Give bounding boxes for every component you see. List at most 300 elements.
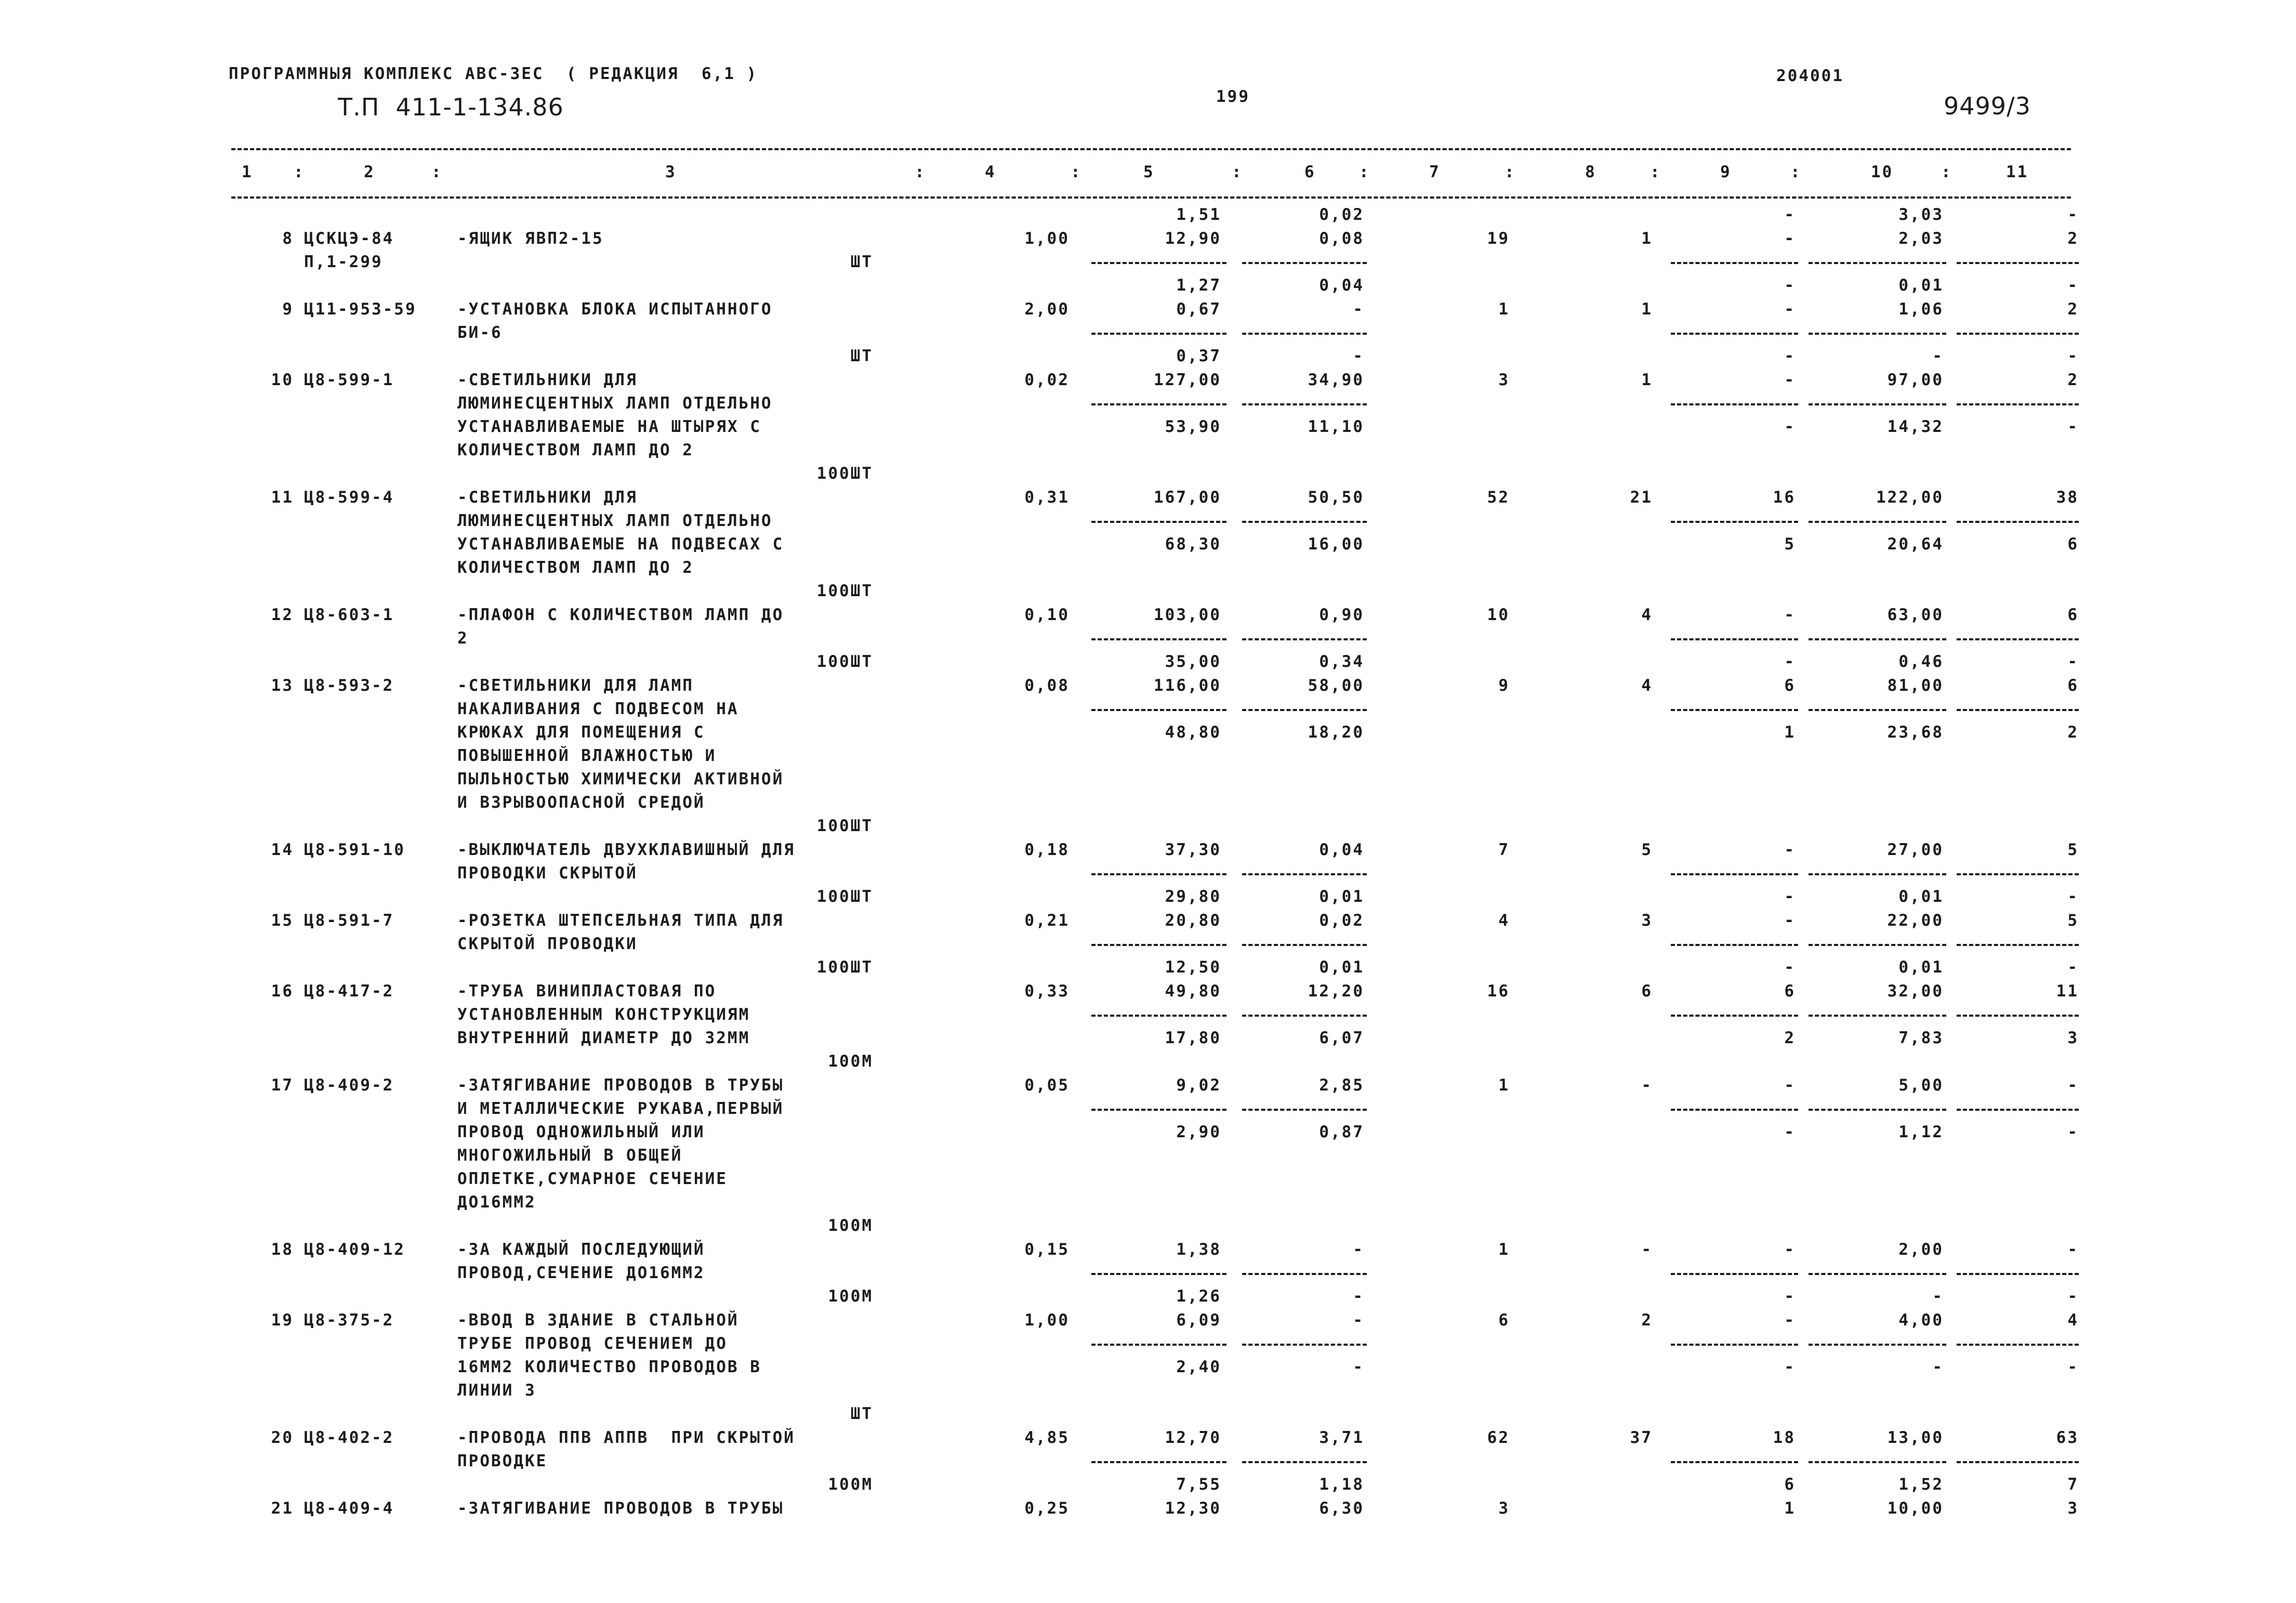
cell-col-5: 48,80	[1165, 723, 1221, 742]
cell-col-10: 122,00	[1876, 488, 1944, 507]
cell-col-9: -	[1784, 911, 1796, 930]
subtotal-separator	[1242, 873, 1367, 875]
subtotal-separator	[1957, 1344, 2079, 1346]
cell-col-9: -	[1784, 1240, 1796, 1259]
subtotal-separator	[1242, 333, 1367, 335]
subtotal-separator	[1242, 944, 1367, 946]
cell-col-5: 49,80	[1165, 982, 1221, 1001]
cell-col-10: 0,01	[1898, 276, 1944, 295]
cell-col-5: 12,30	[1165, 1499, 1221, 1518]
subtotal-separator	[1809, 1344, 1946, 1346]
cell-col-6: 16,00	[1308, 535, 1364, 554]
cell-col-6: 0,34	[1319, 652, 1364, 671]
cell-col-11: 3	[2067, 1029, 2079, 1047]
subtotal-separator	[1091, 333, 1226, 335]
cell-col-11: 5	[2067, 840, 2079, 859]
subtotal-separator	[1091, 1461, 1226, 1463]
cell-col-3: ПРОВОД ОДНОЖИЛЬНЫЙ ИЛИ	[457, 1123, 705, 1141]
cell-col-6: 18,20	[1308, 723, 1364, 742]
cell-col-3: 2	[457, 629, 469, 648]
cell-col-2: Ц8-591-7	[304, 911, 394, 930]
unit-cell: 100ШТ	[816, 958, 873, 977]
cell-col-8: 5	[1641, 840, 1653, 859]
page-number: 199	[1216, 87, 1250, 106]
subtotal-separator	[1809, 638, 1946, 640]
cell-col-9: -	[1784, 417, 1796, 436]
cell-col-2: Ц8-417-2	[304, 982, 394, 1001]
subtotal-separator	[1242, 1109, 1367, 1111]
cell-col-11: -	[2067, 1240, 2079, 1259]
unit-cell: 100М	[828, 1216, 873, 1235]
cell-col-10: -	[1932, 347, 1944, 365]
cell-col-3: -СВЕТИЛЬНИКИ ДЛЯ	[457, 371, 638, 389]
cell-col-7: 52	[1487, 488, 1510, 507]
cell-col-3: -РОЗЕТКА ШТЕПСЕЛЬНАЯ ТИПА ДЛЯ	[457, 911, 784, 930]
cell-col-2: Ц8-593-2	[304, 676, 394, 695]
cell-col-3: -ПРОВОДА ППВ АППВ ПРИ СКРЫТОЙ	[457, 1428, 795, 1447]
cell-col-9: 6	[1784, 1475, 1796, 1494]
subtotal-separator	[1242, 638, 1367, 640]
subtotal-separator	[1957, 944, 2079, 946]
cell-col-6: -	[1353, 300, 1364, 319]
cell-col-11: 6	[2067, 535, 2079, 554]
cell-col-3: -ЯЩИК ЯВП2-15	[457, 229, 604, 248]
cell-col-3: -УСТАНОВКА БЛОКА ИСПЫТАННОГО	[457, 300, 773, 319]
cell-col-6: 0,87	[1319, 1123, 1364, 1141]
cell-col-3: -СВЕТИЛЬНИКИ ДЛЯ ЛАМП	[457, 676, 694, 695]
cell-col-9: -	[1784, 1287, 1796, 1306]
cell-col-8: 1	[1641, 229, 1653, 248]
cell-col-10: 32,00	[1887, 982, 1944, 1001]
subtotal-separator	[1809, 333, 1946, 335]
cell-col-5: 12,70	[1165, 1428, 1221, 1447]
column-separator: :	[1941, 163, 1952, 181]
cell-col-10: 20,64	[1887, 535, 1944, 554]
cell-col-9: -	[1784, 652, 1796, 671]
subtotal-separator	[1809, 403, 1946, 405]
cell-col-3: ЛЮМИНЕСЦЕНТНЫХ ЛАМП ОТДЕЛЬНО	[457, 394, 773, 413]
column-separator: :	[1650, 163, 1661, 181]
cell-col-2: П,1-299	[304, 253, 383, 271]
subtotal-separator	[1091, 944, 1226, 946]
cell-col-10: -	[1932, 1358, 1944, 1376]
cell-col-9: -	[1784, 205, 1796, 224]
cell-col-3: СКРЫТОЙ ПРОВОДКИ	[457, 935, 638, 953]
cell-col-8: -	[1641, 1240, 1653, 1259]
cell-col-11: 4	[2067, 1311, 2079, 1330]
cell-col-6: -	[1353, 1240, 1364, 1259]
cell-col-8: 1	[1641, 300, 1653, 319]
column-separator: :	[294, 163, 305, 181]
cell-col-3: -ЗАТЯГИВАНИЕ ПРОВОДОВ В ТРУБЫ	[457, 1076, 784, 1095]
cell-col-2: Ц11-953-59	[304, 300, 417, 319]
subtotal-separator	[1671, 1109, 1798, 1111]
cell-col-1: 16	[271, 982, 294, 1001]
cell-col-3: ЛИНИИ 3	[457, 1381, 536, 1400]
subtotal-separator	[1957, 262, 2079, 264]
subtotal-separator	[1957, 1015, 2079, 1017]
document-code: 204001	[1776, 67, 1844, 85]
subtotal-separator	[1957, 1461, 2079, 1463]
cell-col-8: 1	[1641, 371, 1653, 389]
cell-col-9: -	[1784, 958, 1796, 977]
subtotal-separator	[1091, 1273, 1226, 1275]
cell-col-11: 2	[2067, 371, 2079, 389]
cell-col-4: 4,85	[1024, 1428, 1070, 1447]
cell-col-9: -	[1784, 606, 1796, 624]
cell-col-5: 35,00	[1165, 652, 1221, 671]
cell-col-7: 1	[1498, 1240, 1510, 1259]
cell-col-5: 116,00	[1154, 676, 1221, 695]
cell-col-10: 14,32	[1887, 417, 1944, 436]
cell-col-1: 8	[282, 229, 294, 248]
subtotal-separator	[1091, 709, 1226, 711]
subtotal-separator	[1809, 1461, 1946, 1463]
cell-col-6: 50,50	[1308, 488, 1364, 507]
cell-col-3: -ЗА КАЖДЫЙ ПОСЛЕДУЮЩИЙ	[457, 1240, 705, 1259]
column-header-8: 8	[1585, 163, 1596, 181]
cell-col-5: 1,27	[1176, 276, 1221, 295]
header-rule-bottom	[231, 196, 2071, 199]
cell-col-6: 58,00	[1308, 676, 1364, 695]
cell-col-11: -	[2067, 1123, 2079, 1141]
cell-col-11: 2	[2067, 723, 2079, 742]
cell-col-11: -	[2067, 887, 2079, 906]
cell-col-3: ДО16ММ2	[457, 1193, 536, 1212]
cell-col-3: И ВЗРЫВООПАСНОЙ СРЕДОЙ	[457, 793, 705, 812]
subtotal-separator	[1091, 1344, 1226, 1346]
cell-col-11: 63	[2056, 1428, 2079, 1447]
cell-col-6: 1,18	[1319, 1475, 1364, 1494]
cell-col-11: 5	[2067, 911, 2079, 930]
cell-col-9: 1	[1784, 723, 1796, 742]
subtotal-separator	[1671, 521, 1798, 523]
cell-col-11: 38	[2056, 488, 2079, 507]
cell-col-3: КОЛИЧЕСТВОМ ЛАМП ДО 2	[457, 558, 694, 577]
cell-col-4: 0,21	[1024, 911, 1070, 930]
cell-col-10: 10,00	[1887, 1499, 1944, 1518]
cell-col-9: -	[1784, 347, 1796, 365]
cell-col-5: 37,30	[1165, 840, 1221, 859]
cell-col-11: 6	[2067, 676, 2079, 695]
cell-col-7: 3	[1498, 1499, 1510, 1518]
cell-col-2: Ц8-402-2	[304, 1428, 394, 1447]
cell-col-5: 0,37	[1176, 347, 1221, 365]
cell-col-3: -ЗАТЯГИВАНИЕ ПРОВОДОВ В ТРУБЫ	[457, 1499, 784, 1518]
cell-col-3: ПЫЛЬНОСТЬЮ ХИМИЧЕСКИ АКТИВНОЙ	[457, 770, 784, 789]
cell-col-3: БИ-6	[457, 323, 503, 342]
cell-col-11: 11	[2056, 982, 2079, 1001]
cell-col-6: 34,90	[1308, 371, 1364, 389]
cell-col-9: 2	[1784, 1029, 1796, 1047]
cell-col-3: И МЕТАЛЛИЧЕСКИЕ РУКАВА,ПЕРВЫЙ	[457, 1099, 784, 1118]
cell-col-9: -	[1784, 1358, 1796, 1376]
subtotal-separator	[1242, 521, 1367, 523]
cell-col-6: 0,04	[1319, 276, 1364, 295]
cell-col-5: 6,09	[1176, 1311, 1221, 1330]
cell-col-5: 7,55	[1176, 1475, 1221, 1494]
column-separator: :	[1359, 163, 1370, 181]
unit-cell: 100ШТ	[816, 817, 873, 835]
subtotal-separator	[1957, 709, 2079, 711]
cell-col-2: Ц8-591-10	[304, 840, 405, 859]
cell-col-11: 2	[2067, 229, 2079, 248]
cell-col-1: 18	[271, 1240, 294, 1259]
cell-col-1: 9	[282, 300, 294, 319]
cell-col-3: КРЮКАХ ДЛЯ ПОМЕЩЕНИЯ С	[457, 723, 705, 742]
cell-col-7: 6	[1498, 1311, 1510, 1330]
cell-col-9: -	[1784, 840, 1796, 859]
cell-col-8: 2	[1641, 1311, 1653, 1330]
column-header-1: 1	[242, 163, 253, 181]
subtotal-separator	[1957, 1109, 2079, 1111]
column-header-9: 9	[1720, 163, 1732, 181]
cell-col-9: -	[1784, 229, 1796, 248]
cell-col-1: 15	[271, 911, 294, 930]
cell-col-7: 3	[1498, 371, 1510, 389]
subtotal-separator	[1242, 1344, 1367, 1346]
unit-cell: ШТ	[850, 253, 873, 271]
cell-col-9: -	[1784, 1311, 1796, 1330]
cell-col-5: 12,50	[1165, 958, 1221, 977]
cell-col-10: 22,00	[1887, 911, 1944, 930]
cell-col-6: 0,02	[1319, 911, 1364, 930]
subtotal-separator	[1091, 521, 1226, 523]
cell-col-4: 0,31	[1024, 488, 1070, 507]
cell-col-5: 167,00	[1154, 488, 1221, 507]
cell-col-3: КОЛИЧЕСТВОМ ЛАМП ДО 2	[457, 441, 694, 459]
cell-col-5: 2,40	[1176, 1358, 1221, 1376]
column-header-10: 10	[1871, 163, 1894, 181]
cell-col-10: 3,03	[1898, 205, 1944, 224]
cell-col-2: Ц8-409-2	[304, 1076, 394, 1095]
cell-col-10: 97,00	[1887, 371, 1944, 389]
unit-cell: ШТ	[850, 347, 873, 365]
cell-col-9: 16	[1773, 488, 1796, 507]
cell-col-6: 0,04	[1319, 840, 1364, 859]
cell-col-4: 0,08	[1024, 676, 1070, 695]
cell-col-3: УСТАНАВЛИВАЕМЫЕ НА ШТЫРЯХ С	[457, 417, 761, 436]
subtotal-separator	[1242, 1273, 1367, 1275]
cell-col-11: -	[2067, 1287, 2079, 1306]
cell-col-6: -	[1353, 1358, 1364, 1376]
subtotal-separator	[1671, 709, 1798, 711]
cell-col-9: 1	[1784, 1499, 1796, 1518]
cell-col-2: Ц8-409-12	[304, 1240, 405, 1259]
cell-col-2: Ц8-603-1	[304, 606, 394, 624]
subtotal-separator	[1091, 403, 1226, 405]
subtotal-separator	[1091, 1015, 1226, 1017]
column-separator: :	[1071, 163, 1082, 181]
cell-col-6: 3,71	[1319, 1428, 1364, 1447]
cell-col-2: Ц8-599-4	[304, 488, 394, 507]
cell-col-6: -	[1353, 1311, 1364, 1330]
cell-col-4: 2,00	[1024, 300, 1070, 319]
cell-col-10: 0,46	[1898, 652, 1944, 671]
column-header-4: 4	[985, 163, 996, 181]
cell-col-10: 5,00	[1898, 1076, 1944, 1095]
cell-col-7: 1	[1498, 1076, 1510, 1095]
cell-col-6: 0,02	[1319, 205, 1364, 224]
cell-col-11: 3	[2067, 1499, 2079, 1518]
cell-col-8: 21	[1630, 488, 1653, 507]
cell-col-3: ПРОВОДКЕ	[457, 1452, 548, 1470]
cell-col-6: 12,20	[1308, 982, 1364, 1001]
cell-col-3: -ТРУБА ВИНИПЛАСТОВАЯ ПО	[457, 982, 717, 1001]
cell-col-8: 3	[1641, 911, 1653, 930]
cell-col-5: 103,00	[1154, 606, 1221, 624]
unit-cell: 100ШТ	[816, 887, 873, 906]
cell-col-1: 21	[271, 1499, 294, 1518]
subtotal-separator	[1957, 638, 2079, 640]
cell-col-9: 6	[1784, 982, 1796, 1001]
cell-col-6: 0,01	[1319, 887, 1364, 906]
cell-col-4: 1,00	[1024, 229, 1070, 248]
column-header-7: 7	[1429, 163, 1441, 181]
subtotal-separator	[1809, 1015, 1946, 1017]
cell-col-10: 4,00	[1898, 1311, 1944, 1330]
cell-col-4: 0,05	[1024, 1076, 1070, 1095]
subtotal-separator	[1809, 709, 1946, 711]
subtotal-separator	[1091, 638, 1226, 640]
cell-col-10: 81,00	[1887, 676, 1944, 695]
subtotal-separator	[1671, 333, 1798, 335]
subtotal-separator	[1809, 1109, 1946, 1111]
cell-col-11: -	[2067, 276, 2079, 295]
cell-col-1: 10	[271, 371, 294, 389]
subtotal-separator	[1242, 1015, 1367, 1017]
program-title: ПРОГРАММНЫЯ КОМПЛЕКС АВС-ЗЕС ( РЕДАКЦИЯ 6,1 )	[229, 64, 758, 83]
subtotal-separator	[1671, 262, 1798, 264]
subtotal-separator	[1091, 262, 1226, 264]
cell-col-5: 29,80	[1165, 887, 1221, 906]
header-rule-top	[231, 148, 2071, 150]
cell-col-10: 2,00	[1898, 1240, 1944, 1259]
cell-col-10: 1,12	[1898, 1123, 1944, 1141]
cell-col-10: 7,83	[1898, 1029, 1944, 1047]
cell-col-6: -	[1353, 1287, 1364, 1306]
subtotal-separator	[1242, 403, 1367, 405]
cell-col-4: 0,15	[1024, 1240, 1070, 1259]
cell-col-11: 6	[2067, 606, 2079, 624]
cell-col-10: 1,52	[1898, 1475, 1944, 1494]
unit-cell: 100М	[828, 1052, 873, 1071]
cell-col-7: 9	[1498, 676, 1510, 695]
cell-col-1: 14	[271, 840, 294, 859]
cell-col-9: 18	[1773, 1428, 1796, 1447]
cell-col-8: -	[1641, 1076, 1653, 1095]
unit-cell: ШТ	[850, 1404, 873, 1423]
cell-col-1: 17	[271, 1076, 294, 1095]
column-separator: :	[431, 163, 443, 181]
subtotal-separator	[1957, 873, 2079, 875]
cell-col-3: -ВВОД В ЗДАНИЕ В СТАЛЬНОЙ	[457, 1311, 739, 1330]
subtotal-separator	[1957, 333, 2079, 335]
subtotal-separator	[1809, 944, 1946, 946]
subtotal-separator	[1671, 1461, 1798, 1463]
cell-col-9: -	[1784, 1076, 1796, 1095]
cell-col-5: 2,90	[1176, 1123, 1221, 1141]
cell-col-3: 16ММ2 КОЛИЧЕСТВО ПРОВОДОВ В	[457, 1358, 761, 1376]
cell-col-3: -ВЫКЛЮЧАТЕЛЬ ДВУХКЛАВИШНЫЙ ДЛЯ	[457, 840, 795, 859]
subtotal-separator	[1671, 638, 1798, 640]
cell-col-10: 63,00	[1887, 606, 1944, 624]
cell-col-6: 2,85	[1319, 1076, 1364, 1095]
cell-col-10: 2,03	[1898, 229, 1944, 248]
subtotal-separator	[1809, 1273, 1946, 1275]
cell-col-5: 1,26	[1176, 1287, 1221, 1306]
cell-col-4: 0,02	[1024, 371, 1070, 389]
cell-col-10: -	[1932, 1287, 1944, 1306]
cell-col-9: 6	[1784, 676, 1796, 695]
cell-col-7: 10	[1487, 606, 1510, 624]
cell-col-5: 17,80	[1165, 1029, 1221, 1047]
cell-col-10: 0,01	[1898, 958, 1944, 977]
cell-col-6: -	[1353, 347, 1364, 365]
subtotal-separator	[1091, 1109, 1226, 1111]
cell-col-11: 2	[2067, 300, 2079, 319]
column-header-5: 5	[1143, 163, 1155, 181]
subtotal-separator	[1809, 873, 1946, 875]
column-separator: :	[1505, 163, 1516, 181]
cell-col-2: Ц8-599-1	[304, 371, 394, 389]
subtotal-separator	[1809, 262, 1946, 264]
cell-col-3: ОПЛЕТКЕ,СУМАРНОЕ СЕЧЕНИЕ	[457, 1170, 728, 1188]
cell-col-6: 0,01	[1319, 958, 1364, 977]
cell-col-9: -	[1784, 276, 1796, 295]
cell-col-9: -	[1784, 300, 1796, 319]
cell-col-2: ЦСКЦЭ-84	[304, 229, 394, 248]
subtotal-separator	[1957, 521, 2079, 523]
cell-col-5: 68,30	[1165, 535, 1221, 554]
cell-col-7: 4	[1498, 911, 1510, 930]
cell-col-2: Ц8-375-2	[304, 1311, 394, 1330]
cell-col-11: -	[2067, 652, 2079, 671]
cell-col-5: 1,51	[1176, 205, 1221, 224]
subtotal-separator	[1809, 521, 1946, 523]
column-separator: :	[1232, 163, 1243, 181]
unit-cell: 100ШТ	[816, 582, 873, 600]
cell-col-9: -	[1784, 1123, 1796, 1141]
cell-col-6: 6,30	[1319, 1499, 1364, 1518]
cell-col-1: 20	[271, 1428, 294, 1447]
cell-col-5: 20,80	[1165, 911, 1221, 930]
cell-col-7: 16	[1487, 982, 1510, 1001]
unit-cell: 100ШТ	[816, 652, 873, 671]
cell-col-5: 9,02	[1176, 1076, 1221, 1095]
cell-col-11: -	[2067, 1076, 2079, 1095]
subtotal-separator	[1242, 709, 1367, 711]
project-code: Т.П 411-1-134.86	[338, 93, 564, 121]
subtotal-separator	[1671, 1273, 1798, 1275]
column-separator: :	[1790, 163, 1802, 181]
cell-col-4: 0,25	[1024, 1499, 1070, 1518]
cell-col-3: НАКАЛИВАНИЯ С ПОДВЕСОМ НА	[457, 700, 739, 718]
subtotal-separator	[1671, 944, 1798, 946]
subtotal-separator	[1671, 1015, 1798, 1017]
cell-col-10: 0,01	[1898, 887, 1944, 906]
cell-col-3: ПРОВОДКИ СКРЫТОЙ	[457, 864, 638, 883]
column-header-3: 3	[665, 163, 677, 181]
unit-cell: 100М	[828, 1287, 873, 1306]
cell-col-5: 53,90	[1165, 417, 1221, 436]
cell-col-8: 4	[1641, 606, 1653, 624]
cell-col-4: 0,18	[1024, 840, 1070, 859]
cell-col-8: 6	[1641, 982, 1653, 1001]
column-header-2: 2	[364, 163, 375, 181]
cell-col-11: -	[2067, 958, 2079, 977]
subtotal-separator	[1671, 403, 1798, 405]
